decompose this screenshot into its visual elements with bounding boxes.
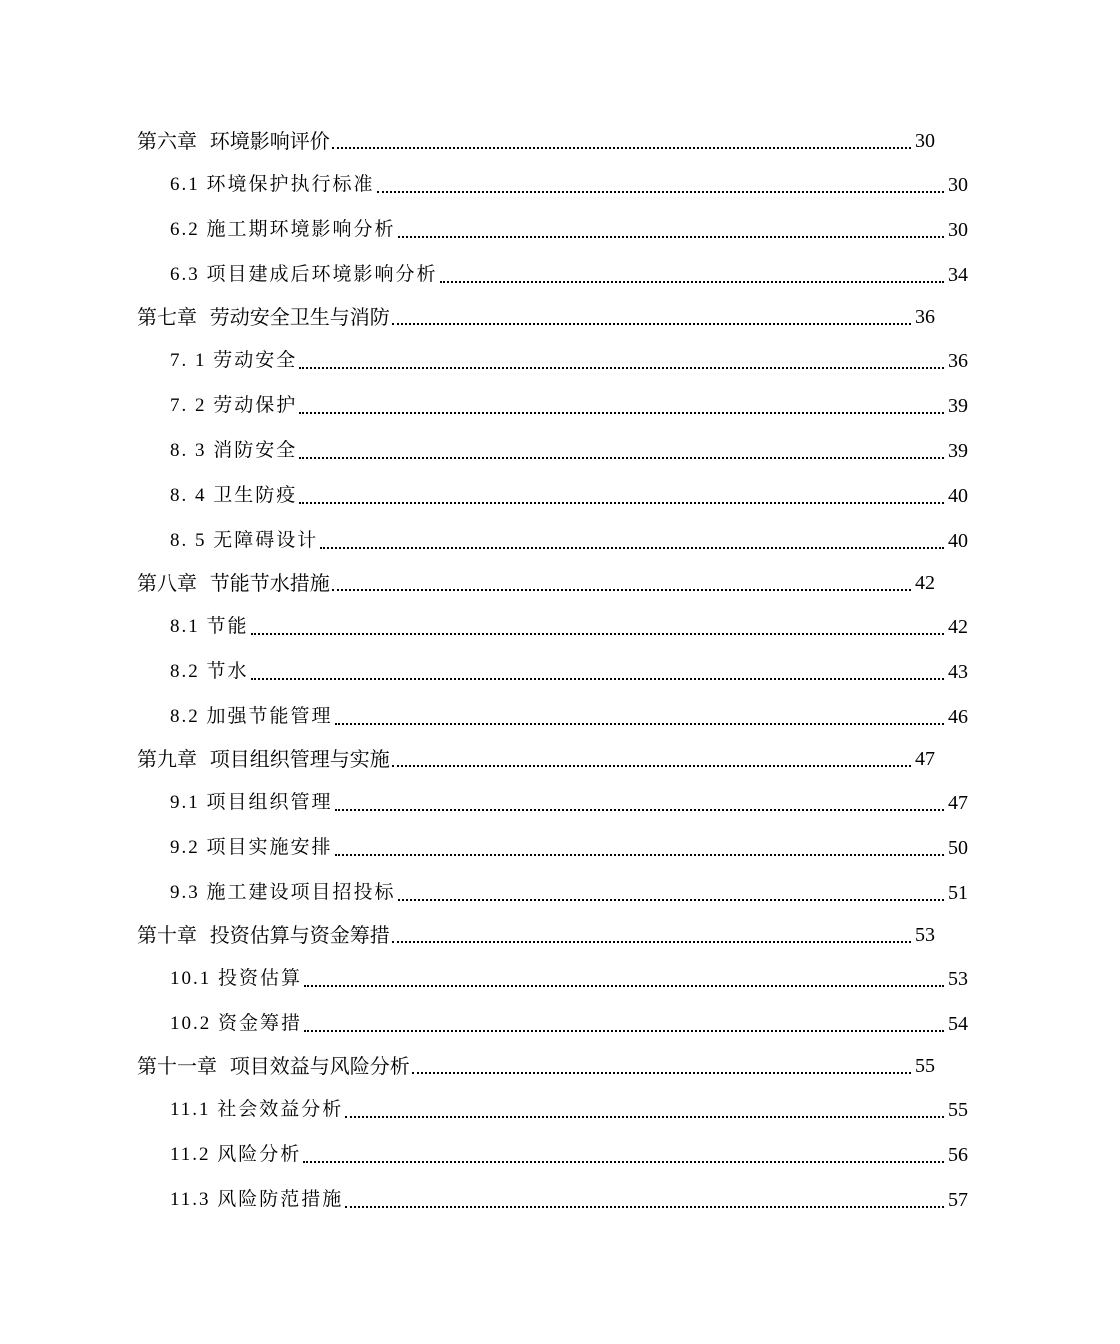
toc-section-entry[interactable] <box>0 479 1120 509</box>
toc-page-number: 39 <box>948 395 968 417</box>
toc-section-entry[interactable] <box>0 344 1120 374</box>
toc-entry-title: 9.2 项目实施安排 <box>170 837 333 858</box>
toc-entry-title: 7. 1 劳动安全 <box>170 350 298 371</box>
toc-section-entry[interactable] <box>0 962 1120 992</box>
toc-entry-title: 6.1 环境保护执行标准 <box>170 174 375 195</box>
toc-entry-title: 第十一章 项目效益与风险分析 <box>137 1054 410 1078</box>
dot-leader <box>392 941 911 943</box>
toc-entry-title: 10.1 投资估算 <box>170 968 303 989</box>
dot-leader <box>299 367 944 369</box>
toc-chapter-entry[interactable] <box>0 918 1087 948</box>
toc-page-number: 57 <box>948 1189 968 1211</box>
toc-section-entry[interactable] <box>0 831 1120 861</box>
toc-entry-title: 8.2 加强节能管理 <box>170 706 333 727</box>
dot-leader <box>335 723 944 725</box>
toc-section-entry[interactable] <box>0 168 1120 198</box>
toc-page-number: 40 <box>948 485 968 507</box>
dot-leader <box>335 809 944 811</box>
toc-entry-title: 10.2 资金筹措 <box>170 1013 303 1034</box>
toc-entry-title: 7. 2 劳动保护 <box>170 395 298 416</box>
toc-page-number: 30 <box>948 219 968 241</box>
dot-leader <box>299 412 944 414</box>
toc-entry-title: 9.1 项目组织管理 <box>170 792 333 813</box>
toc-page-number: 40 <box>948 530 968 552</box>
toc-page-number: 56 <box>948 1144 968 1166</box>
toc-section-entry[interactable] <box>0 786 1120 816</box>
toc-entry-title: 8.1 节能 <box>170 616 249 637</box>
dot-leader <box>304 1030 944 1032</box>
toc-entry-title: 11.1 社会效益分析 <box>170 1099 344 1120</box>
toc-page-number: 55 <box>915 1055 935 1077</box>
toc-page-number: 47 <box>915 748 935 770</box>
toc-page-number: 50 <box>948 837 968 859</box>
toc-page-number: 34 <box>948 264 968 286</box>
toc-page-number: 30 <box>915 130 935 152</box>
toc-section-entry[interactable] <box>0 524 1120 554</box>
toc-section-entry[interactable] <box>0 876 1120 906</box>
dot-leader <box>440 281 944 283</box>
toc-page-number: 42 <box>915 572 935 594</box>
dot-leader <box>332 147 911 149</box>
toc-entry-title: 9.3 施工建设项目招投标 <box>170 882 396 903</box>
dot-leader <box>332 589 911 591</box>
dot-leader <box>398 236 944 238</box>
toc-entry-title: 11.2 风险分析 <box>170 1144 302 1165</box>
toc-section-entry[interactable] <box>0 258 1120 288</box>
toc-section-entry[interactable] <box>0 1007 1120 1037</box>
toc-section-entry[interactable] <box>0 1093 1120 1123</box>
toc-chapter-entry[interactable] <box>0 742 1087 772</box>
toc-entry-title: 第十章 投资估算与资金筹措 <box>137 923 390 947</box>
dot-leader <box>392 323 911 325</box>
toc-entry-title: 8. 4 卫生防疫 <box>170 485 298 506</box>
dot-leader <box>345 1206 944 1208</box>
toc-entry-title: 11.3 风险防范措施 <box>170 1189 344 1210</box>
dot-leader <box>392 765 911 767</box>
dot-leader <box>345 1116 944 1118</box>
toc-chapter-entry[interactable] <box>0 124 1087 154</box>
dot-leader <box>251 633 944 635</box>
toc-page-number: 51 <box>948 882 968 904</box>
toc-entry-title: 第九章 项目组织管理与实施 <box>137 747 390 771</box>
toc-page-number: 54 <box>948 1013 968 1035</box>
toc-section-entry[interactable] <box>0 610 1120 640</box>
toc-page-number: 39 <box>948 440 968 462</box>
dot-leader <box>299 502 944 504</box>
toc-page-number: 42 <box>948 616 968 638</box>
toc-page-number: 53 <box>915 924 935 946</box>
dot-leader <box>299 457 944 459</box>
toc-page-number: 55 <box>948 1099 968 1121</box>
dot-leader <box>303 1161 944 1163</box>
toc-entry-title: 第八章 节能节水措施 <box>137 571 330 595</box>
toc-section-entry[interactable] <box>0 434 1120 464</box>
toc-section-entry[interactable] <box>0 700 1120 730</box>
toc-section-entry[interactable] <box>0 1138 1120 1168</box>
toc-entry-title: 8. 3 消防安全 <box>170 440 298 461</box>
toc-section-entry[interactable] <box>0 1183 1120 1213</box>
toc-section-entry[interactable] <box>0 213 1120 243</box>
toc-chapter-entry[interactable] <box>0 566 1087 596</box>
toc-section-entry[interactable] <box>0 389 1120 419</box>
dot-leader <box>320 547 944 549</box>
toc-entry-title: 第六章 环境影响评价 <box>137 129 330 153</box>
dot-leader <box>335 854 944 856</box>
dot-leader <box>251 678 944 680</box>
toc-page-number: 36 <box>915 306 935 328</box>
toc-chapter-entry[interactable] <box>0 1049 1087 1079</box>
toc-entry-title: 8.2 节水 <box>170 661 249 682</box>
toc-entry-title: 第七章 劳动安全卫生与消防 <box>137 305 390 329</box>
toc-entry-title: 6.2 施工期环境影响分析 <box>170 219 396 240</box>
toc-page-number: 43 <box>948 661 968 683</box>
dot-leader <box>304 985 944 987</box>
toc-page-number: 46 <box>948 706 968 728</box>
toc-page-number: 36 <box>948 350 968 372</box>
dot-leader <box>377 191 944 193</box>
dot-leader <box>398 899 944 901</box>
toc-chapter-entry[interactable] <box>0 300 1087 330</box>
toc-section-entry[interactable] <box>0 655 1120 685</box>
dot-leader <box>412 1072 911 1074</box>
toc-page-number: 47 <box>948 792 968 814</box>
toc-page-number: 53 <box>948 968 968 990</box>
toc-entry-title: 8. 5 无障碍设计 <box>170 530 319 551</box>
toc-page-number: 30 <box>948 174 968 196</box>
toc-entry-title: 6.3 项目建成后环境影响分析 <box>170 264 438 285</box>
